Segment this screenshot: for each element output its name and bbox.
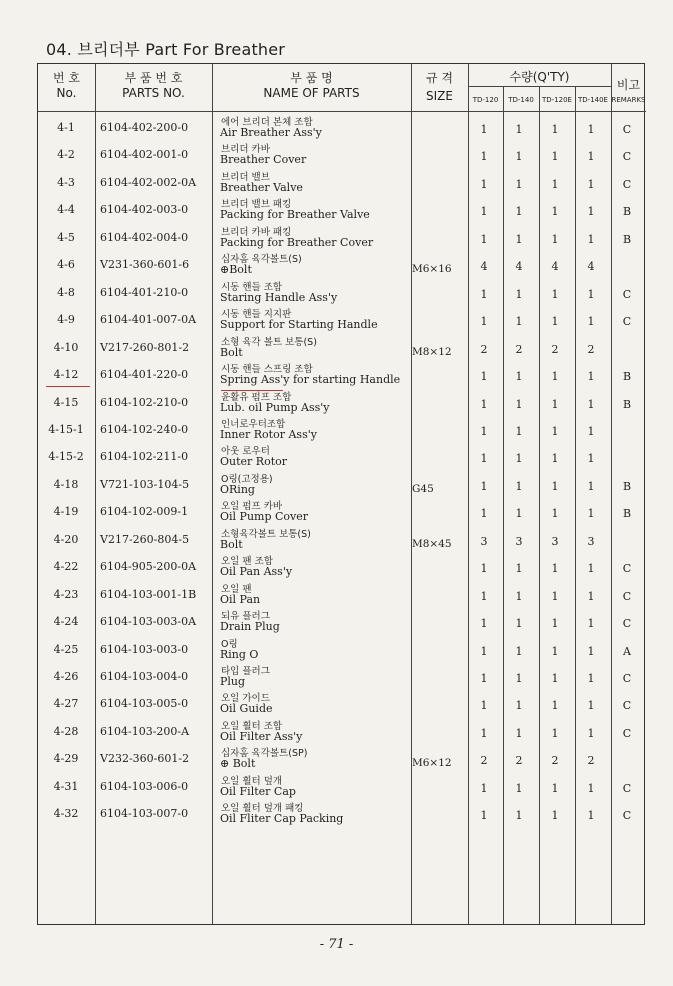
part-name-english: Plug xyxy=(220,675,246,688)
part-number-index: 4-27 xyxy=(53,697,79,711)
part-name-english: Drain Plug xyxy=(220,620,280,634)
parts-no: 6104-102-210-0 xyxy=(100,395,189,409)
qty-td-120: 1 xyxy=(480,177,488,191)
qty-td-140e: 1 xyxy=(587,123,595,136)
qty-td-140: 1 xyxy=(515,781,523,795)
part-name-korean: 타입 플러그 xyxy=(221,666,270,677)
qty-td-140e: 1 xyxy=(587,589,595,603)
qty-td-140: 4 xyxy=(515,260,523,274)
parts-no: V231-360-601-6 xyxy=(100,258,190,272)
qty-td-120e: 1 xyxy=(551,123,559,136)
parts-no: 6104-103-001-1B xyxy=(100,587,197,601)
remarks-code: C xyxy=(622,287,632,301)
remarks-code: C xyxy=(622,589,632,603)
qty-td-140e: 1 xyxy=(587,370,595,384)
table-row xyxy=(38,528,646,556)
part-name-korean: 시동 핸들 지지판 xyxy=(221,309,292,321)
qty-td-140: 1 xyxy=(515,123,523,136)
qty-td-140e: 1 xyxy=(587,479,595,493)
part-name-korean: O링 xyxy=(221,638,238,650)
table-row xyxy=(38,391,646,419)
qty-td-120e: 1 xyxy=(551,177,559,191)
header-model: TD-140 xyxy=(508,96,534,104)
part-name-korean: 에어 브리더 본체 조합 xyxy=(221,117,313,128)
part-number-index: 4-1 xyxy=(57,121,75,134)
header-parts-en: PARTS NO. xyxy=(122,86,185,100)
table-row xyxy=(38,418,646,446)
parts-no: 6104-103-006-0 xyxy=(100,779,189,793)
part-number-index: 4-3 xyxy=(57,175,75,189)
qty-td-120e: 1 xyxy=(551,809,559,823)
part-name-english: Staring Handle Ass'y xyxy=(220,290,338,304)
part-number-index: 4-28 xyxy=(53,724,79,738)
qty-td-120e: 1 xyxy=(551,315,559,329)
table-row xyxy=(38,665,646,693)
table-row xyxy=(38,171,646,199)
qty-td-120: 1 xyxy=(480,589,488,603)
part-name-korean: 오일 휠터 조합 xyxy=(221,720,283,732)
qty-td-120e: 1 xyxy=(551,699,559,713)
table-row xyxy=(38,253,646,281)
part-number-index: 4-20 xyxy=(53,532,79,546)
qty-td-140e: 1 xyxy=(587,205,595,219)
part-name-english: Lub. oil Pump Ass'y xyxy=(220,400,330,414)
qty-td-120: 1 xyxy=(480,617,488,631)
qty-td-120e: 1 xyxy=(551,150,559,164)
qty-td-140e: 4 xyxy=(587,260,595,274)
qty-td-140e: 2 xyxy=(587,342,595,356)
header-name-kr: 부 품 명 xyxy=(290,71,333,85)
qty-td-140e: 1 xyxy=(587,424,595,438)
qty-td-140: 1 xyxy=(515,699,523,713)
qty-td-120e: 1 xyxy=(551,232,559,246)
qty-td-120: 1 xyxy=(480,424,488,438)
part-name-korean: 오일 펌프 카바 xyxy=(221,501,283,513)
parts-no: V217-260-804-5 xyxy=(100,532,190,546)
qty-td-140: 1 xyxy=(515,315,523,329)
qty-td-140e: 1 xyxy=(587,452,595,466)
qty-td-120e: 2 xyxy=(551,342,559,356)
part-name-korean: 브리더 밸브 xyxy=(221,171,270,183)
page-number: - 71 - xyxy=(319,937,354,952)
qty-td-120e: 1 xyxy=(551,726,559,740)
qty-td-120: 4 xyxy=(480,260,488,274)
part-name-english: Oil Filter Cap xyxy=(220,784,296,798)
remarks-code: B xyxy=(622,205,632,219)
header-no-kr: 번 호 xyxy=(53,71,80,85)
qty-td-140: 1 xyxy=(515,644,523,658)
parts-no: 6104-905-200-0A xyxy=(100,560,197,574)
qty-td-120: 1 xyxy=(480,726,488,740)
remarks-code: C xyxy=(622,699,632,713)
qty-td-120: 1 xyxy=(480,287,488,301)
remarks-code: C xyxy=(622,617,632,631)
qty-td-120: 1 xyxy=(480,479,488,493)
qty-td-120e: 4 xyxy=(551,260,559,274)
table-row xyxy=(38,692,646,720)
remarks-code: A xyxy=(623,644,631,658)
parts-no: V232-360-601-2 xyxy=(100,752,190,766)
part-name-english: Air Breather Ass'y xyxy=(220,126,322,139)
part-number-index: 4-15-2 xyxy=(48,450,84,464)
remarks-code: C xyxy=(622,562,632,576)
qty-td-140e: 1 xyxy=(587,150,595,164)
part-name-english: ⊕ Bolt xyxy=(220,757,256,771)
table-row xyxy=(38,363,646,391)
qty-td-140e: 1 xyxy=(587,781,595,795)
qty-td-120e: 1 xyxy=(551,617,559,631)
qty-td-120e: 1 xyxy=(551,644,559,658)
part-number-index: 4-5 xyxy=(57,230,75,244)
qty-td-120: 1 xyxy=(480,507,488,521)
part-name-korean: 십자홈 육각볼트(SP) xyxy=(221,748,308,760)
parts-no: 6104-103-004-0 xyxy=(100,670,189,683)
remarks-code: C xyxy=(622,672,632,685)
part-number-index: 4-32 xyxy=(53,807,79,821)
parts-no: 6104-402-004-0 xyxy=(100,230,189,244)
table-row xyxy=(38,445,646,473)
qty-td-120e: 1 xyxy=(551,562,559,576)
part-name-english: ORing xyxy=(220,482,255,496)
parts-no: V217-260-801-2 xyxy=(100,340,190,354)
qty-td-140e: 1 xyxy=(587,562,595,576)
parts-no: 6104-102-211-0 xyxy=(100,450,189,464)
red-underline-mark xyxy=(221,390,283,391)
part-number-index: 4-24 xyxy=(53,615,79,629)
remarks-code: C xyxy=(622,726,632,740)
qty-td-140: 1 xyxy=(515,452,523,466)
qty-td-120: 1 xyxy=(480,123,488,136)
qty-td-120e: 1 xyxy=(551,424,559,438)
qty-td-140: 1 xyxy=(515,809,523,823)
part-name-english: Oil Pan Ass'y xyxy=(220,565,293,579)
remarks-code: B xyxy=(622,479,632,493)
qty-td-120: 3 xyxy=(480,534,488,548)
part-size: G45 xyxy=(412,482,434,495)
qty-td-140e: 1 xyxy=(587,177,595,191)
qty-td-140: 1 xyxy=(515,562,523,576)
part-name-korean: 소형 육각 볼트 보통(S) xyxy=(221,336,317,348)
part-name-english: ⊕Bolt xyxy=(220,263,252,277)
qty-td-140: 1 xyxy=(515,287,523,301)
qty-td-120e: 1 xyxy=(551,672,559,685)
qty-td-120: 1 xyxy=(480,452,488,466)
part-name-korean: O링(고정용) xyxy=(221,473,273,485)
qty-td-120e: 1 xyxy=(551,370,559,384)
table-row xyxy=(38,308,646,336)
qty-td-140e: 1 xyxy=(587,726,595,740)
table-row xyxy=(38,281,646,309)
part-name-english: Oil Pump Cover xyxy=(220,510,309,524)
table-row xyxy=(38,775,646,803)
qty-td-140e: 1 xyxy=(587,315,595,329)
qty-td-120e: 3 xyxy=(551,534,559,548)
qty-td-140: 2 xyxy=(515,342,523,356)
part-number-index: 4-15 xyxy=(53,395,79,409)
remarks-code: C xyxy=(622,315,632,329)
qty-td-140: 1 xyxy=(515,589,523,603)
parts-no: 6104-103-200-A xyxy=(100,724,190,738)
qty-td-120: 1 xyxy=(480,781,488,795)
qty-td-140e: 1 xyxy=(587,397,595,411)
qty-td-140: 1 xyxy=(515,726,523,740)
qty-td-140: 1 xyxy=(515,177,523,191)
qty-td-140: 1 xyxy=(515,617,523,631)
parts-no: 6104-402-002-0A xyxy=(100,175,197,189)
part-name-korean: 오일 팬 xyxy=(221,583,252,595)
qty-td-140e: 1 xyxy=(587,644,595,658)
part-number-index: 4-6 xyxy=(57,258,75,272)
table-row xyxy=(38,720,646,748)
part-number-index: 4-31 xyxy=(53,779,79,793)
parts-table xyxy=(37,63,645,925)
table-row xyxy=(38,583,646,611)
remarks-code: B xyxy=(622,507,632,521)
qty-td-120: 1 xyxy=(480,644,488,658)
part-number-index: 4-22 xyxy=(53,560,79,574)
part-number-index: 4-10 xyxy=(53,340,79,354)
qty-td-120e: 1 xyxy=(551,507,559,521)
part-name-english: Oil Filter Ass'y xyxy=(220,729,303,743)
table-row xyxy=(38,500,646,528)
part-name-korean: 오일 휠터 덮개 xyxy=(221,775,283,787)
parts-no: 6104-402-200-0 xyxy=(100,121,189,134)
qty-td-140: 1 xyxy=(515,507,523,521)
part-name-korean: 오일 가이드 xyxy=(221,693,270,705)
header-model: TD-120 xyxy=(472,96,499,104)
part-name-english: Oil Pan xyxy=(220,592,261,606)
parts-no: 6104-401-007-0A xyxy=(100,313,197,327)
qty-td-120: 1 xyxy=(480,562,488,576)
part-name-korean: 십자홈 육각볼트(S) xyxy=(221,254,302,266)
qty-td-140: 1 xyxy=(515,150,523,164)
part-size: M8×45 xyxy=(412,537,452,550)
parts-no: 6104-103-003-0A xyxy=(100,615,197,629)
parts-no: V721-103-104-5 xyxy=(100,477,190,491)
remarks-code: C xyxy=(622,809,632,823)
part-name-korean: 인너로우터조합 xyxy=(221,418,286,430)
part-name-korean: 시동 핸들 조합 xyxy=(221,281,283,293)
qty-td-140e: 1 xyxy=(587,507,595,521)
part-name-korean: 오일 팬 조합 xyxy=(221,556,273,568)
header-qty: 수량(Q'TY) xyxy=(509,70,570,84)
qty-td-120e: 1 xyxy=(551,287,559,301)
qty-td-140: 1 xyxy=(515,205,523,219)
qty-td-120: 1 xyxy=(480,699,488,713)
qty-td-120e: 2 xyxy=(551,754,559,768)
parts-no: 6104-402-001-0 xyxy=(100,148,189,162)
qty-td-120: 1 xyxy=(480,315,488,329)
part-size: M8×12 xyxy=(412,345,452,358)
part-size: M6×12 xyxy=(412,757,452,770)
table-row xyxy=(38,198,646,226)
qty-td-140e: 1 xyxy=(587,617,595,631)
table-row xyxy=(38,143,646,171)
part-name-english: Support for Starting Handle xyxy=(220,318,378,332)
part-number-index: 4-15-1 xyxy=(48,422,84,436)
qty-td-140: 1 xyxy=(515,370,523,384)
header-size-en: SIZE xyxy=(426,89,453,103)
parts-no: 6104-102-240-0 xyxy=(100,422,189,436)
table-row xyxy=(38,555,646,583)
part-name-english: Outer Rotor xyxy=(220,455,287,469)
part-name-english: Bolt xyxy=(220,345,243,359)
qty-td-120: 2 xyxy=(480,754,488,768)
qty-td-140e: 1 xyxy=(587,699,595,713)
qty-td-120: 1 xyxy=(480,809,488,823)
part-name-korean: 브리더 카바 패킹 xyxy=(221,226,292,238)
part-number-index: 4-12 xyxy=(53,368,79,382)
part-size: M6×16 xyxy=(412,263,452,276)
part-number-index: 4-18 xyxy=(53,477,79,491)
qty-td-140: 1 xyxy=(515,672,523,685)
header-model: TD-120E xyxy=(542,96,572,104)
table-row xyxy=(38,802,646,830)
remarks-code: B xyxy=(622,370,632,384)
remarks-code: C xyxy=(622,177,632,191)
part-name-english: Packing for Breather Valve xyxy=(220,208,370,222)
table-row xyxy=(38,747,646,775)
qty-td-140: 1 xyxy=(515,424,523,438)
part-name-english: Oil Guide xyxy=(220,702,273,716)
part-number-index: 4-8 xyxy=(57,285,75,299)
header-name-en: NAME OF PARTS xyxy=(263,86,360,100)
qty-td-140: 1 xyxy=(515,479,523,493)
part-name-english: Bolt xyxy=(220,537,243,551)
part-name-english: Breather Valve xyxy=(220,180,303,194)
part-name-korean: 시동 핸들 스프링 조합 xyxy=(221,364,313,376)
qty-td-140e: 1 xyxy=(587,672,595,685)
table-row xyxy=(38,638,646,666)
part-name-english: Breather Cover xyxy=(220,153,307,167)
part-name-english: Inner Rotor Ass'y xyxy=(220,427,317,441)
part-number-index: 4-9 xyxy=(57,313,75,327)
qty-td-120: 1 xyxy=(480,150,488,164)
red-underline-mark xyxy=(46,386,90,387)
parts-no: 6104-102-009-1 xyxy=(100,505,189,519)
part-number-index: 4-26 xyxy=(53,670,79,683)
parts-no: 6104-401-210-0 xyxy=(100,285,189,299)
part-number-index: 4-29 xyxy=(53,752,79,766)
qty-td-120: 1 xyxy=(480,232,488,246)
header-model: TD-140E xyxy=(578,96,608,104)
header-no-en: No. xyxy=(56,86,77,100)
qty-td-120: 1 xyxy=(480,672,488,685)
parts-no: 6104-401-220-0 xyxy=(100,368,189,382)
qty-td-120e: 1 xyxy=(551,205,559,219)
qty-td-120: 1 xyxy=(480,370,488,384)
table-row xyxy=(38,226,646,254)
qty-td-140e: 1 xyxy=(587,232,595,246)
part-name-korean: 브리더 카바 xyxy=(221,144,270,156)
qty-td-140e: 3 xyxy=(587,534,595,548)
header-size-kr: 규 격 xyxy=(426,71,453,85)
page-title: 04. 브리더부 Part For Breather xyxy=(46,40,286,59)
parts-no: 6104-402-003-0 xyxy=(100,203,189,217)
qty-td-120e: 1 xyxy=(551,589,559,603)
part-name-english: Ring O xyxy=(220,647,259,661)
part-number-index: 4-19 xyxy=(53,505,79,519)
qty-td-140e: 1 xyxy=(587,287,595,301)
part-name-korean: 브리더 밸브 패킹 xyxy=(221,199,292,211)
qty-td-140: 1 xyxy=(515,232,523,246)
qty-td-140e: 2 xyxy=(587,754,595,768)
qty-td-120e: 1 xyxy=(551,479,559,493)
remarks-code: C xyxy=(622,150,632,164)
part-name-korean: 윤활유 펌프 조합 xyxy=(221,391,292,403)
part-number-index: 4-4 xyxy=(57,203,75,217)
qty-td-140e: 1 xyxy=(587,809,595,823)
qty-td-140: 3 xyxy=(515,534,523,548)
part-number-index: 4-25 xyxy=(53,642,79,656)
table-row xyxy=(38,473,646,501)
part-name-korean: 되유 플러그 xyxy=(221,611,270,623)
part-number-index: 4-23 xyxy=(53,587,79,601)
table-row xyxy=(38,610,646,638)
qty-td-140: 2 xyxy=(515,754,523,768)
part-name-korean: 오일 휠터 덮개 패킹 xyxy=(221,803,304,815)
parts-no: 6104-103-005-0 xyxy=(100,697,189,711)
parts-no: 6104-103-007-0 xyxy=(100,807,189,821)
header-parts-kr: 부 품 번 호 xyxy=(124,71,183,85)
remarks-code: C xyxy=(622,781,632,795)
qty-td-120e: 1 xyxy=(551,781,559,795)
remarks-code: B xyxy=(622,397,632,411)
part-name-english: Spring Ass'y for starting Handle xyxy=(220,373,401,387)
remarks-code: B xyxy=(622,232,632,246)
part-number-index: 4-2 xyxy=(57,148,75,162)
qty-td-140: 1 xyxy=(515,397,523,411)
qty-td-120e: 1 xyxy=(551,452,559,466)
qty-td-120e: 1 xyxy=(551,397,559,411)
qty-td-120: 1 xyxy=(480,397,488,411)
table-row xyxy=(38,336,646,364)
part-name-korean: 소형육각볼트 보통(S) xyxy=(221,528,311,540)
part-name-english: Packing for Breather Cover xyxy=(220,235,374,249)
table-row xyxy=(38,116,646,144)
header-remarks-en: REMARKS xyxy=(611,96,646,104)
qty-td-120: 1 xyxy=(480,205,488,219)
remarks-code: C xyxy=(622,123,632,136)
header-remarks-kr: 비고 xyxy=(616,78,641,92)
qty-td-120: 2 xyxy=(480,342,488,356)
parts-no: 6104-103-003-0 xyxy=(100,642,189,656)
part-name-english: Oil Fliter Cap Packing xyxy=(220,812,344,826)
part-name-korean: 아웃 로우터 xyxy=(221,446,270,458)
